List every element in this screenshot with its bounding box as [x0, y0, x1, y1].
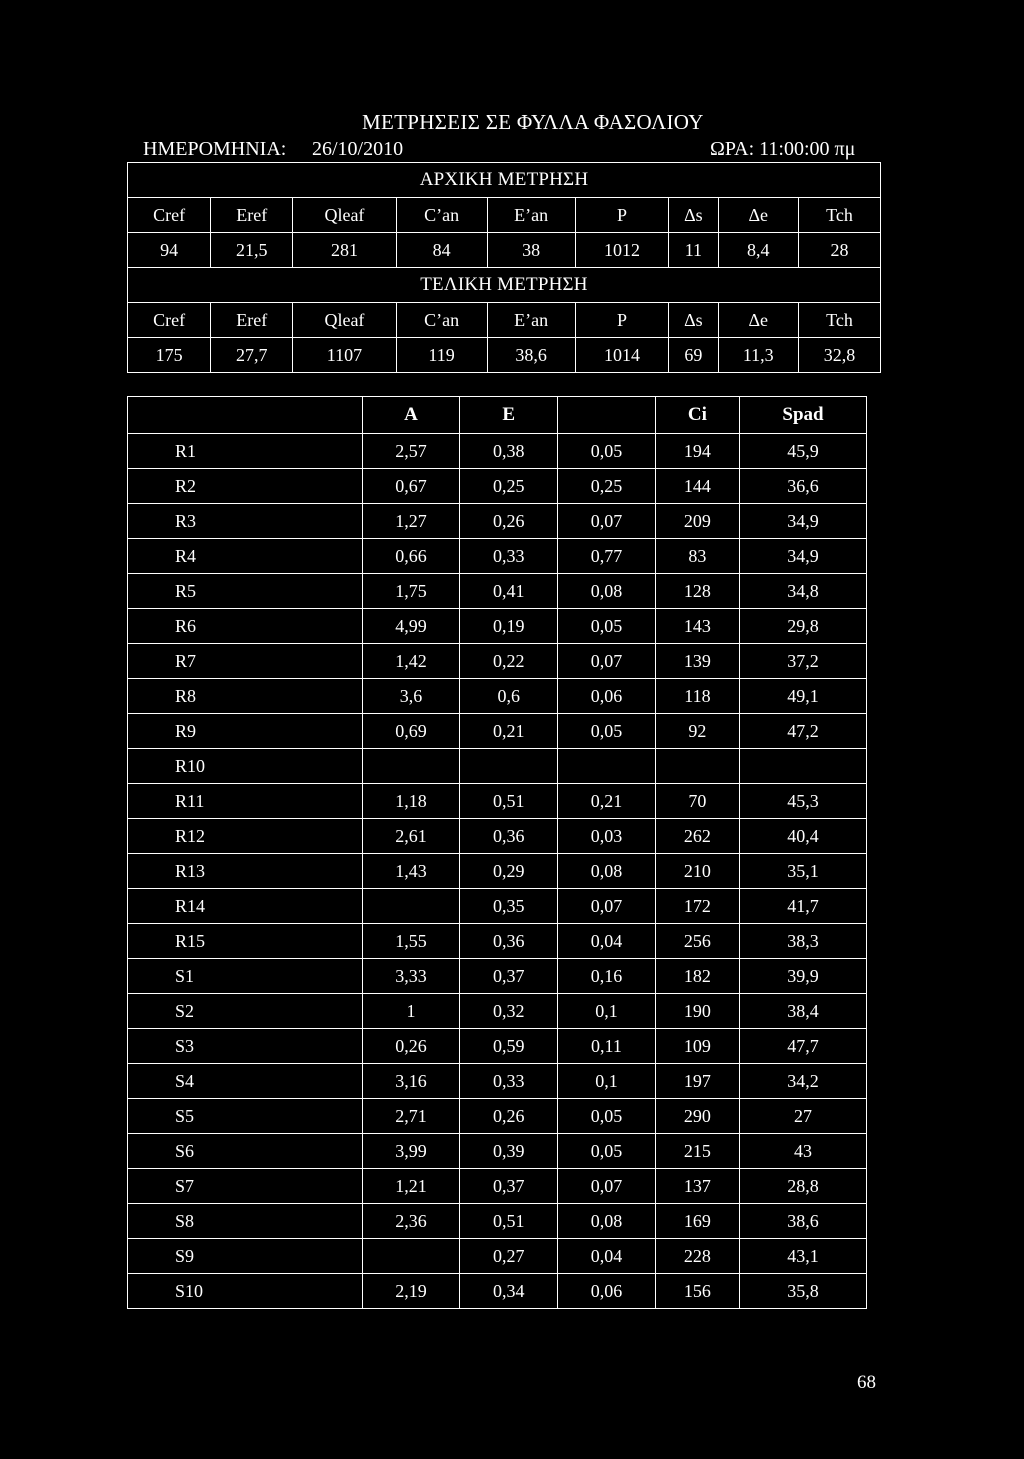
data-cell: [362, 889, 460, 924]
table-row: [128, 609, 867, 644]
data-cell: 3,16: [362, 1064, 460, 1099]
data-cell: 2,36: [362, 1204, 460, 1239]
data-cell: 190: [655, 994, 739, 1029]
data-cell: 43: [740, 1134, 867, 1169]
data-cell: 0,77: [558, 539, 656, 574]
document-title: ΜΕΤΡΗΣΕΙΣ ΣΕ ΦΥΛΛΑ ΦΑΣΟΛΙΟΥ: [362, 110, 704, 134]
data-cell: 0,32: [460, 994, 558, 1029]
data-cell: 209: [655, 504, 739, 539]
data-cell: 0,26: [362, 1029, 460, 1064]
value-cell: 32,8: [798, 338, 880, 373]
data-cell: 210: [655, 854, 739, 889]
data-cell: 156: [655, 1274, 739, 1309]
row-label: R14: [128, 889, 363, 924]
row-label: R3: [128, 504, 363, 539]
section-title: ΑΡΧΙΚΗ ΜΕΤΡΗΣΗ: [128, 163, 881, 198]
table-row: [128, 434, 867, 469]
row-label: S3: [128, 1029, 363, 1064]
data-cell: 29,8: [740, 609, 867, 644]
table-row: [128, 574, 867, 609]
data-cell: 1,75: [362, 574, 460, 609]
data-cell: 41,7: [740, 889, 867, 924]
value-cell: 38: [487, 233, 575, 268]
table-row: [128, 644, 867, 679]
data-cell: 47,2: [740, 714, 867, 749]
row-label: S7: [128, 1169, 363, 1204]
column-header: Cref: [128, 198, 211, 233]
leaf-column-header: Ci: [655, 397, 739, 434]
data-cell: 92: [655, 714, 739, 749]
data-cell: 182: [655, 959, 739, 994]
data-cell: 262: [655, 819, 739, 854]
data-cell: 1,55: [362, 924, 460, 959]
data-cell: 45,3: [740, 784, 867, 819]
leaf-column-header: [128, 397, 363, 434]
column-header: Qleaf: [293, 303, 396, 338]
data-cell: 3,33: [362, 959, 460, 994]
table-row: [128, 1134, 867, 1169]
data-cell: 0,19: [460, 609, 558, 644]
data-cell: 0,6: [460, 679, 558, 714]
data-cell: 0,51: [460, 784, 558, 819]
row-label: S4: [128, 1064, 363, 1099]
data-cell: 0,16: [558, 959, 656, 994]
row-label: R2: [128, 469, 363, 504]
data-cell: 0,21: [460, 714, 558, 749]
column-header: Eref: [211, 198, 293, 233]
date-value: 26/10/2010: [312, 138, 404, 160]
leaf-column-header: A: [362, 397, 460, 434]
data-cell: 0,35: [460, 889, 558, 924]
table-row: [128, 469, 867, 504]
column-header: Δe: [718, 303, 798, 338]
table-row: [128, 539, 867, 574]
table-row: [128, 714, 867, 749]
data-cell: 0,05: [558, 434, 656, 469]
row-label: R6: [128, 609, 363, 644]
row-label: R8: [128, 679, 363, 714]
value-cell: 11,3: [718, 338, 798, 373]
section-title-row: [128, 268, 881, 303]
table-row: [128, 504, 867, 539]
row-label: R5: [128, 574, 363, 609]
row-label: S10: [128, 1274, 363, 1309]
data-cell: 0,08: [558, 1204, 656, 1239]
data-cell: 2,71: [362, 1099, 460, 1134]
data-cell: 0,04: [558, 924, 656, 959]
section-header-row: [128, 303, 881, 338]
table-row: [128, 1204, 867, 1239]
data-cell: 0,08: [558, 854, 656, 889]
value-cell: 175: [128, 338, 211, 373]
data-cell: 0,05: [558, 609, 656, 644]
data-cell: 27: [740, 1099, 867, 1134]
data-cell: 35,1: [740, 854, 867, 889]
data-cell: 0,25: [460, 469, 558, 504]
table-row: [128, 784, 867, 819]
value-cell: 21,5: [211, 233, 293, 268]
data-cell: 47,7: [740, 1029, 867, 1064]
table-row: [128, 749, 867, 784]
column-header: E’an: [487, 303, 575, 338]
page-number: 68: [857, 1372, 876, 1393]
data-cell: 38,4: [740, 994, 867, 1029]
row-label: S9: [128, 1239, 363, 1274]
data-cell: 0,11: [558, 1029, 656, 1064]
data-cell: 0,07: [558, 1169, 656, 1204]
data-cell: 0,1: [558, 994, 656, 1029]
value-cell: 11: [669, 233, 718, 268]
data-cell: 1,42: [362, 644, 460, 679]
data-cell: 0,27: [460, 1239, 558, 1274]
row-label: R4: [128, 539, 363, 574]
data-cell: 0,51: [460, 1204, 558, 1239]
data-cell: 2,57: [362, 434, 460, 469]
data-cell: [655, 749, 739, 784]
data-cell: [460, 749, 558, 784]
data-cell: 143: [655, 609, 739, 644]
table-row: [128, 679, 867, 714]
value-cell: 8,4: [718, 233, 798, 268]
data-cell: 0,38: [460, 434, 558, 469]
data-cell: [362, 1239, 460, 1274]
data-cell: 49,1: [740, 679, 867, 714]
data-cell: 35,8: [740, 1274, 867, 1309]
data-cell: 0,33: [460, 539, 558, 574]
data-cell: 0,29: [460, 854, 558, 889]
leaf-column-header: [558, 397, 656, 434]
section-value-row: [128, 338, 881, 373]
data-cell: 228: [655, 1239, 739, 1274]
data-cell: 256: [655, 924, 739, 959]
column-header: Δs: [669, 303, 718, 338]
table-row: [128, 1099, 867, 1134]
row-label: S1: [128, 959, 363, 994]
data-cell: 3,99: [362, 1134, 460, 1169]
value-cell: 84: [396, 233, 487, 268]
value-cell: 69: [669, 338, 718, 373]
data-cell: 0,39: [460, 1134, 558, 1169]
data-cell: 34,9: [740, 539, 867, 574]
data-cell: 38,3: [740, 924, 867, 959]
column-header: Cref: [128, 303, 211, 338]
data-cell: 0,36: [460, 924, 558, 959]
leaf-table-header-row: [128, 397, 867, 434]
data-cell: 0,33: [460, 1064, 558, 1099]
data-cell: 109: [655, 1029, 739, 1064]
row-label: R11: [128, 784, 363, 819]
table-row: [128, 924, 867, 959]
data-cell: 215: [655, 1134, 739, 1169]
data-cell: 0,41: [460, 574, 558, 609]
data-cell: 0,22: [460, 644, 558, 679]
data-cell: 169: [655, 1204, 739, 1239]
column-header: Qleaf: [293, 198, 396, 233]
data-cell: 172: [655, 889, 739, 924]
value-cell: 28: [798, 233, 880, 268]
data-cell: 37,2: [740, 644, 867, 679]
value-cell: 27,7: [211, 338, 293, 373]
data-cell: 0,37: [460, 1169, 558, 1204]
table-row: [128, 1169, 867, 1204]
data-cell: 2,61: [362, 819, 460, 854]
data-cell: 0,04: [558, 1239, 656, 1274]
data-cell: [740, 749, 867, 784]
column-header: P: [575, 303, 668, 338]
time-text: ΩΡΑ: 11:00:00 πμ: [710, 138, 856, 160]
data-cell: 39,9: [740, 959, 867, 994]
data-cell: 0,25: [558, 469, 656, 504]
data-cell: 43,1: [740, 1239, 867, 1274]
table-row: [128, 1239, 867, 1274]
data-cell: 0,66: [362, 539, 460, 574]
leaf-column-header: Spad: [740, 397, 867, 434]
section-header-row: [128, 198, 881, 233]
row-label: R7: [128, 644, 363, 679]
data-cell: 38,6: [740, 1204, 867, 1239]
data-cell: 0,67: [362, 469, 460, 504]
data-cell: 0,69: [362, 714, 460, 749]
data-cell: 0,21: [558, 784, 656, 819]
row-label: R9: [128, 714, 363, 749]
value-cell: 119: [396, 338, 487, 373]
data-cell: 4,99: [362, 609, 460, 644]
leaf-column-header: E: [460, 397, 558, 434]
data-cell: 40,4: [740, 819, 867, 854]
data-cell: 34,2: [740, 1064, 867, 1099]
row-label: R1: [128, 434, 363, 469]
table-row: [128, 959, 867, 994]
data-cell: 1,18: [362, 784, 460, 819]
row-label: R13: [128, 854, 363, 889]
data-cell: 0,26: [460, 1099, 558, 1134]
data-cell: 0,07: [558, 644, 656, 679]
data-cell: 197: [655, 1064, 739, 1099]
data-cell: 1,43: [362, 854, 460, 889]
row-label: R10: [128, 749, 363, 784]
column-header: C’an: [396, 303, 487, 338]
date-label: ΗΜΕΡΟΜΗΝΙΑ:: [143, 138, 287, 160]
data-cell: 0,05: [558, 1099, 656, 1134]
data-cell: 83: [655, 539, 739, 574]
row-label: S6: [128, 1134, 363, 1169]
data-cell: 0,07: [558, 504, 656, 539]
column-header: Tch: [798, 198, 880, 233]
data-cell: 36,6: [740, 469, 867, 504]
row-label: S5: [128, 1099, 363, 1134]
data-cell: 0,06: [558, 679, 656, 714]
leaf-data-table: [127, 396, 867, 1309]
data-cell: 118: [655, 679, 739, 714]
row-label: R12: [128, 819, 363, 854]
value-cell: 1107: [293, 338, 396, 373]
data-cell: 0,36: [460, 819, 558, 854]
section-title-row: [128, 163, 881, 198]
data-cell: 1,21: [362, 1169, 460, 1204]
data-cell: 0,05: [558, 714, 656, 749]
data-cell: 0,59: [460, 1029, 558, 1064]
column-header: Tch: [798, 303, 880, 338]
value-cell: 1012: [575, 233, 668, 268]
column-header: C’an: [396, 198, 487, 233]
data-cell: 3,6: [362, 679, 460, 714]
data-cell: 0,05: [558, 1134, 656, 1169]
table-row: [128, 1274, 867, 1309]
data-cell: 0,26: [460, 504, 558, 539]
data-cell: 0,08: [558, 574, 656, 609]
data-cell: 2,19: [362, 1274, 460, 1309]
data-cell: 0,37: [460, 959, 558, 994]
row-label: S2: [128, 994, 363, 1029]
data-cell: 34,8: [740, 574, 867, 609]
section-title: ΤΕΛΙΚΗ ΜΕΤΡΗΣΗ: [128, 268, 881, 303]
data-cell: 1: [362, 994, 460, 1029]
data-cell: 45,9: [740, 434, 867, 469]
column-header: E’an: [487, 198, 575, 233]
value-cell: 281: [293, 233, 396, 268]
data-cell: 1,27: [362, 504, 460, 539]
data-cell: [558, 749, 656, 784]
data-cell: 290: [655, 1099, 739, 1134]
data-cell: 137: [655, 1169, 739, 1204]
table-row: [128, 994, 867, 1029]
data-cell: 0,06: [558, 1274, 656, 1309]
data-cell: 34,9: [740, 504, 867, 539]
data-cell: 194: [655, 434, 739, 469]
row-label: R15: [128, 924, 363, 959]
value-cell: 94: [128, 233, 211, 268]
value-cell: 1014: [575, 338, 668, 373]
table-row: [128, 854, 867, 889]
value-cell: 38,6: [487, 338, 575, 373]
data-cell: 0,1: [558, 1064, 656, 1099]
data-cell: 28,8: [740, 1169, 867, 1204]
data-cell: 128: [655, 574, 739, 609]
section-value-row: [128, 233, 881, 268]
table-row: [128, 1064, 867, 1099]
table-row: [128, 889, 867, 924]
data-cell: 70: [655, 784, 739, 819]
data-cell: 0,34: [460, 1274, 558, 1309]
data-cell: [362, 749, 460, 784]
column-header: Δe: [718, 198, 798, 233]
data-cell: 144: [655, 469, 739, 504]
data-cell: 139: [655, 644, 739, 679]
column-header: P: [575, 198, 668, 233]
data-cell: 0,07: [558, 889, 656, 924]
row-label: S8: [128, 1204, 363, 1239]
table-row: [128, 1029, 867, 1064]
data-cell: 0,03: [558, 819, 656, 854]
column-header: Eref: [211, 303, 293, 338]
measurement-table: [127, 162, 881, 373]
table-row: [128, 819, 867, 854]
column-header: Δs: [669, 198, 718, 233]
